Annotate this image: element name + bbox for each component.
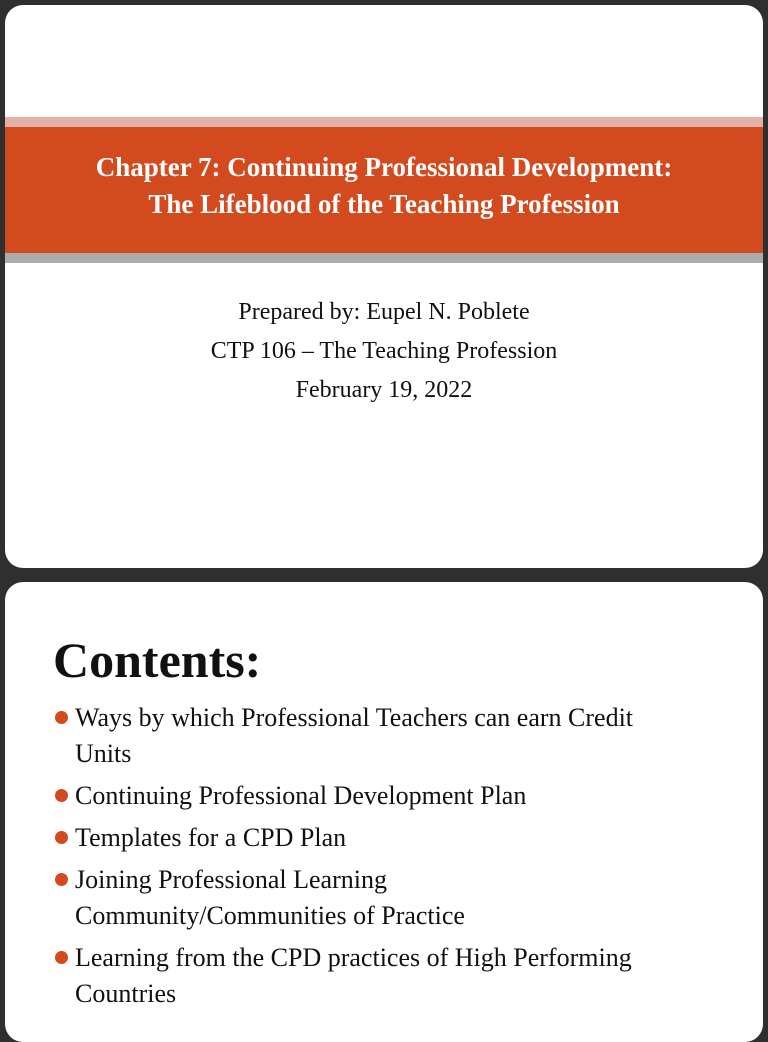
list-item-line-1: Templates for a CPD Plan	[75, 823, 347, 852]
slide-subtitle	[5, 293, 763, 410]
prepared-by-text: Prepared by: Eupel N. Poblete	[238, 299, 530, 325]
list-item-line-2: Units	[75, 739, 132, 768]
list-item	[53, 778, 743, 814]
bullet-dot-icon	[55, 873, 68, 886]
course-text: CTP 106 – The Teaching Profession	[210, 338, 558, 364]
list-item	[53, 820, 743, 856]
list-item	[53, 700, 743, 772]
contents-heading: Contents:	[53, 632, 262, 688]
contents-list	[53, 700, 743, 1018]
list-item-line-1: Learning from the CPD practices of High Performing	[75, 943, 632, 972]
list-item-line-2: Community/Communities of Practice	[75, 901, 465, 930]
bullet-dot-icon	[55, 951, 68, 964]
bullet-dot-icon	[55, 831, 68, 844]
date-text: February 19, 2022	[295, 377, 473, 403]
slide-title-line-2: The Lifeblood of the Teaching Profession	[148, 189, 620, 219]
list-item-line-1: Joining Professional Learning	[75, 865, 387, 894]
title-band-highlight	[5, 117, 763, 127]
list-item-line-1: Ways by which Professional Teachers can earn Credit	[75, 703, 634, 732]
title-slide	[5, 5, 763, 568]
slide-title	[5, 149, 763, 223]
bullet-dot-icon	[55, 711, 68, 724]
list-item	[53, 940, 743, 1012]
bullet-dot-icon	[55, 789, 68, 802]
list-item	[53, 862, 743, 934]
contents-slide	[5, 582, 763, 1042]
title-band-shadow	[5, 253, 763, 263]
list-item-line-1: Continuing Professional Development Plan	[75, 781, 527, 810]
slide-title-line-1: Chapter 7: Continuing Professional Development:	[95, 152, 673, 182]
list-item-line-2: Countries	[75, 979, 177, 1008]
